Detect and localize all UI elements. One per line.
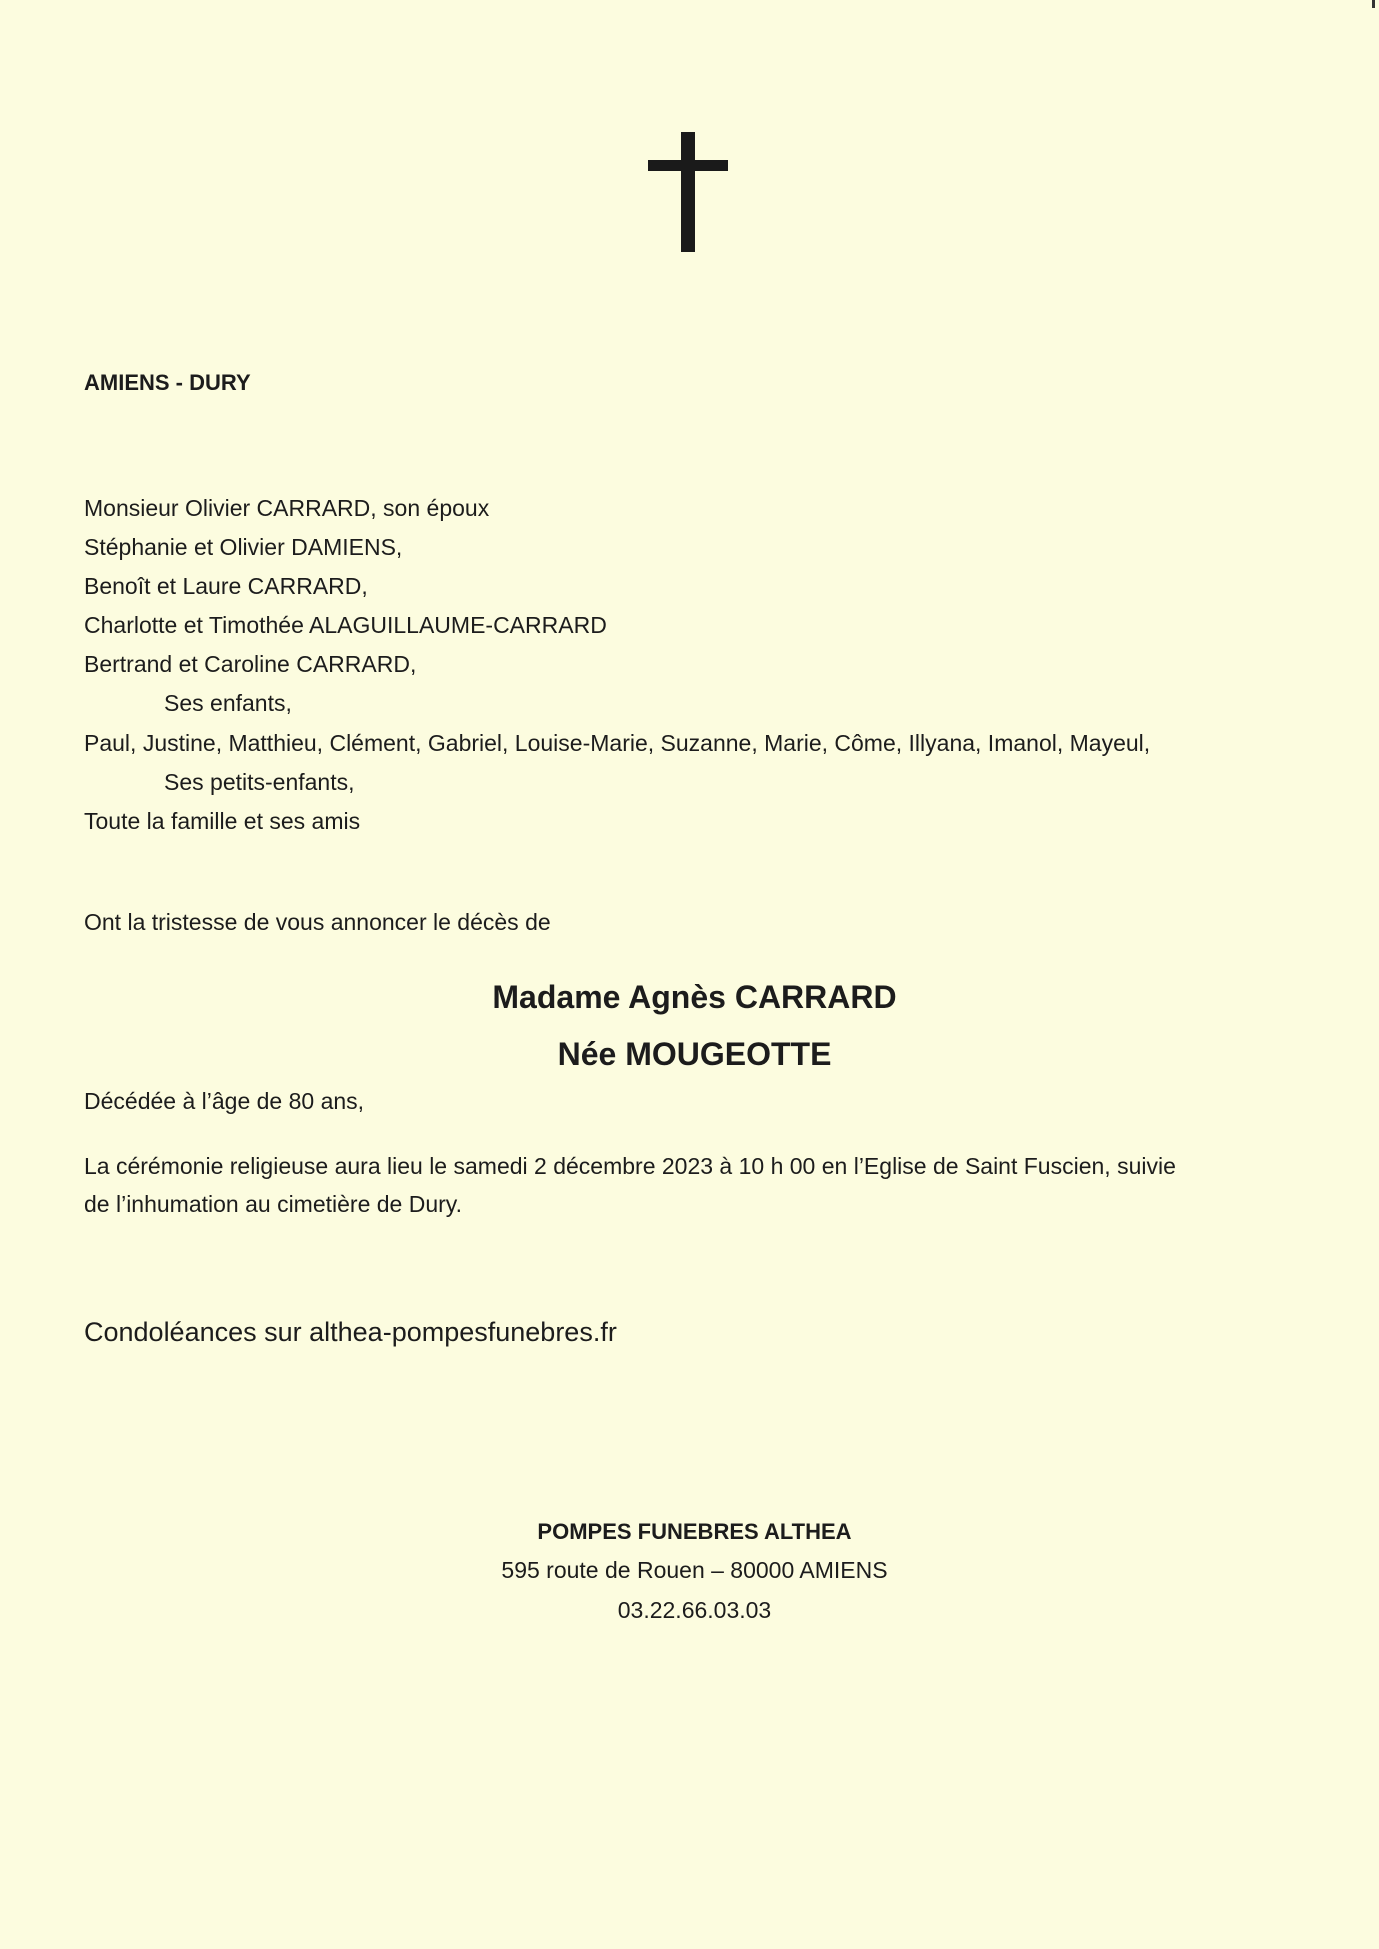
family-line-child-1: Stéphanie et Olivier DAMIENS, <box>84 534 403 560</box>
cross-icon <box>648 132 728 252</box>
funeral-home-name: POMPES FUNEBRES ALTHEA <box>537 1519 852 1544</box>
children-label: Ses enfants, <box>164 690 292 716</box>
condolences-text: Condoléances sur althea-pompesfunebres.fr <box>84 1317 617 1347</box>
corner-mark <box>1372 0 1375 8</box>
family-line-child-3: Charlotte et Timothée ALAGUILLAUME-CARRARD <box>84 612 607 638</box>
grandchildren-list: Paul, Justine, Matthieu, Clément, Gabriel, Louise-Marie, Suzanne, Marie, Côme, Illyana, Imanol, Mayeul, <box>84 730 1151 756</box>
family-line-child-4: Bertrand et Caroline CARRARD, <box>84 651 417 677</box>
funeral-home-phone: 03.22.66.03.03 <box>617 1597 772 1623</box>
deceased-name: Madame Agnès CARRARD <box>492 979 897 1015</box>
location-heading: AMIENS - DURY <box>84 370 251 395</box>
cross-horizontal-bar <box>648 160 728 171</box>
announcement-text: Ont la tristesse de vous annoncer le décès de <box>84 909 551 935</box>
grandchildren-label: Ses petits-enfants, <box>164 769 355 795</box>
family-others: Toute la famille et ses amis <box>84 808 361 834</box>
ceremony-line-2: de l’inhumation au cimetière de Dury. <box>84 1191 462 1217</box>
deceased-age: Décédée à l’âge de 80 ans, <box>84 1088 365 1114</box>
deceased-maiden-name: Née MOUGEOTTE <box>557 1036 832 1072</box>
family-line-child-2: Benoît et Laure CARRARD, <box>84 573 368 599</box>
family-line-husband: Monsieur Olivier CARRARD, son époux <box>84 495 490 521</box>
ceremony-line-1: La cérémonie religieuse aura lieu le samedi 2 décembre 2023 à 10 h 00 en l’Eglise de Saint Fuscien, suivie <box>84 1153 1176 1179</box>
cross-vertical-bar <box>681 132 695 252</box>
funeral-home-address: 595 route de Rouen – 80000 AMIENS <box>501 1557 888 1583</box>
